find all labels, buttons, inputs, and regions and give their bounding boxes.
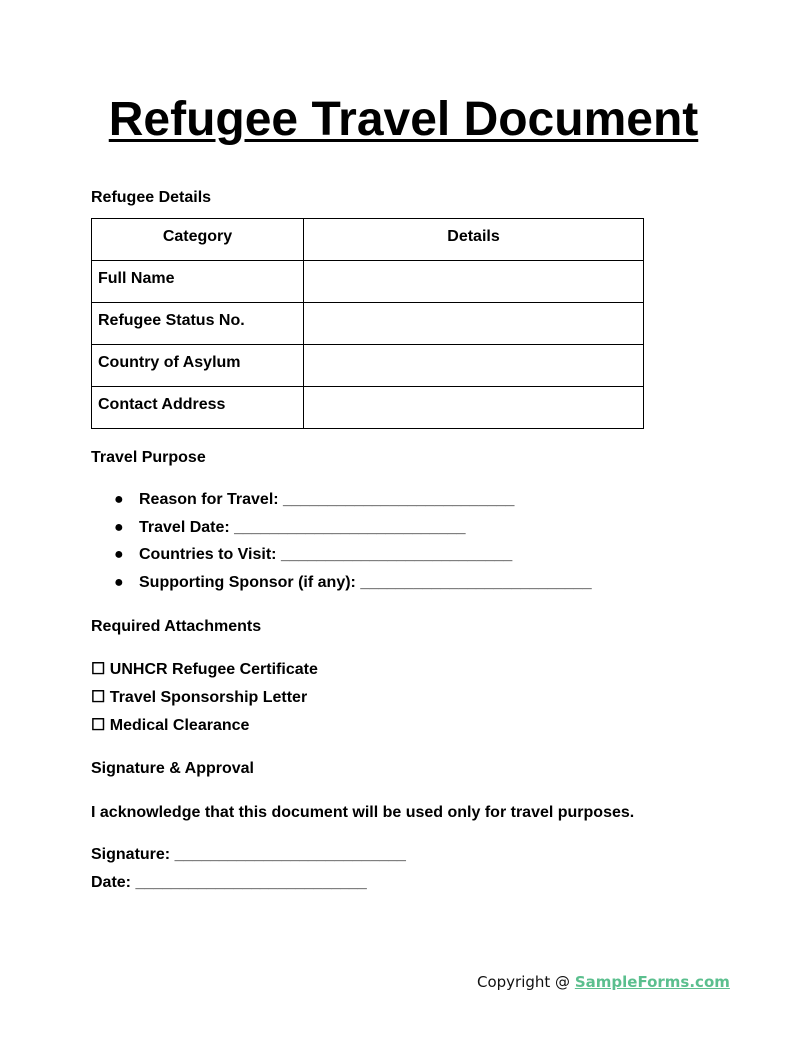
full-name-field[interactable] — [304, 261, 644, 303]
acknowledgement-text: I acknowledge that this document will be used only for travel purposes. — [91, 804, 635, 821]
travel-date-line[interactable]: Travel Date: __________________________ — [139, 518, 466, 536]
country-of-asylum-field[interactable] — [304, 345, 644, 387]
refugee-details-table — [91, 218, 644, 429]
copyright-footer — [477, 973, 730, 991]
travel-purpose-list — [91, 489, 592, 600]
refugee-status-no-field[interactable] — [304, 303, 644, 345]
bullet-icon: ● — [114, 546, 124, 564]
bullet-icon: ● — [114, 574, 124, 592]
section-heading-signature-approval: Signature & Approval — [91, 760, 254, 777]
checkbox-icon[interactable]: ☐ — [91, 689, 106, 706]
checkbox-icon[interactable]: ☐ — [91, 717, 106, 734]
table-header-row — [92, 219, 644, 261]
checklist-label: Travel Sponsorship Letter — [109, 689, 308, 706]
page-title: Refugee Travel Document — [108, 93, 699, 146]
section-heading-travel-purpose: Travel Purpose — [91, 449, 206, 466]
checklist-item-unhcr-certificate[interactable] — [91, 659, 318, 687]
bullet-icon: ● — [114, 491, 124, 508]
checklist-label: Medical Clearance — [109, 717, 250, 734]
list-item-supporting-sponsor — [91, 572, 592, 600]
date-line[interactable]: Date: __________________________ — [91, 874, 367, 891]
table-row — [92, 387, 644, 429]
section-heading-refugee-details: Refugee Details — [91, 189, 212, 206]
row-label-country-of-asylum: Country of Asylum — [92, 345, 304, 387]
column-header-details: Details — [304, 219, 644, 261]
table-row — [92, 261, 644, 303]
section-heading-required-attachments: Required Attachments — [91, 618, 262, 635]
checkbox-icon[interactable]: ☐ — [91, 661, 106, 678]
sampleforms-link[interactable]: SampleForms.com — [574, 973, 730, 991]
checklist-label: UNHCR Refugee Certificate — [109, 661, 318, 678]
list-item-reason-for-travel — [91, 489, 592, 517]
list-item-countries-to-visit — [91, 544, 592, 572]
row-label-full-name: Full Name — [92, 261, 304, 303]
checklist-item-medical-clearance[interactable] — [91, 715, 318, 743]
countries-to-visit-line[interactable]: Countries to Visit: __________________________ — [139, 546, 513, 564]
row-label-refugee-status-no: Refugee Status No. — [92, 303, 304, 345]
attachments-checklist — [91, 659, 318, 743]
checklist-item-sponsorship-letter[interactable] — [91, 687, 318, 715]
row-label-contact-address: Contact Address — [92, 387, 304, 429]
copyright-prefix: Copyright @ — [477, 973, 575, 991]
contact-address-field[interactable] — [304, 387, 644, 429]
column-header-category: Category — [92, 219, 304, 261]
bullet-icon: ● — [114, 518, 124, 536]
supporting-sponsor-line[interactable]: Supporting Sponsor (if any): __________________________ — [139, 574, 592, 592]
list-item-travel-date — [91, 517, 592, 545]
signature-line[interactable]: Signature: __________________________ — [91, 846, 406, 863]
table-row — [92, 345, 644, 387]
reason-for-travel-line[interactable]: Reason for Travel: __________________________ — [139, 491, 515, 508]
table-row — [92, 303, 644, 345]
